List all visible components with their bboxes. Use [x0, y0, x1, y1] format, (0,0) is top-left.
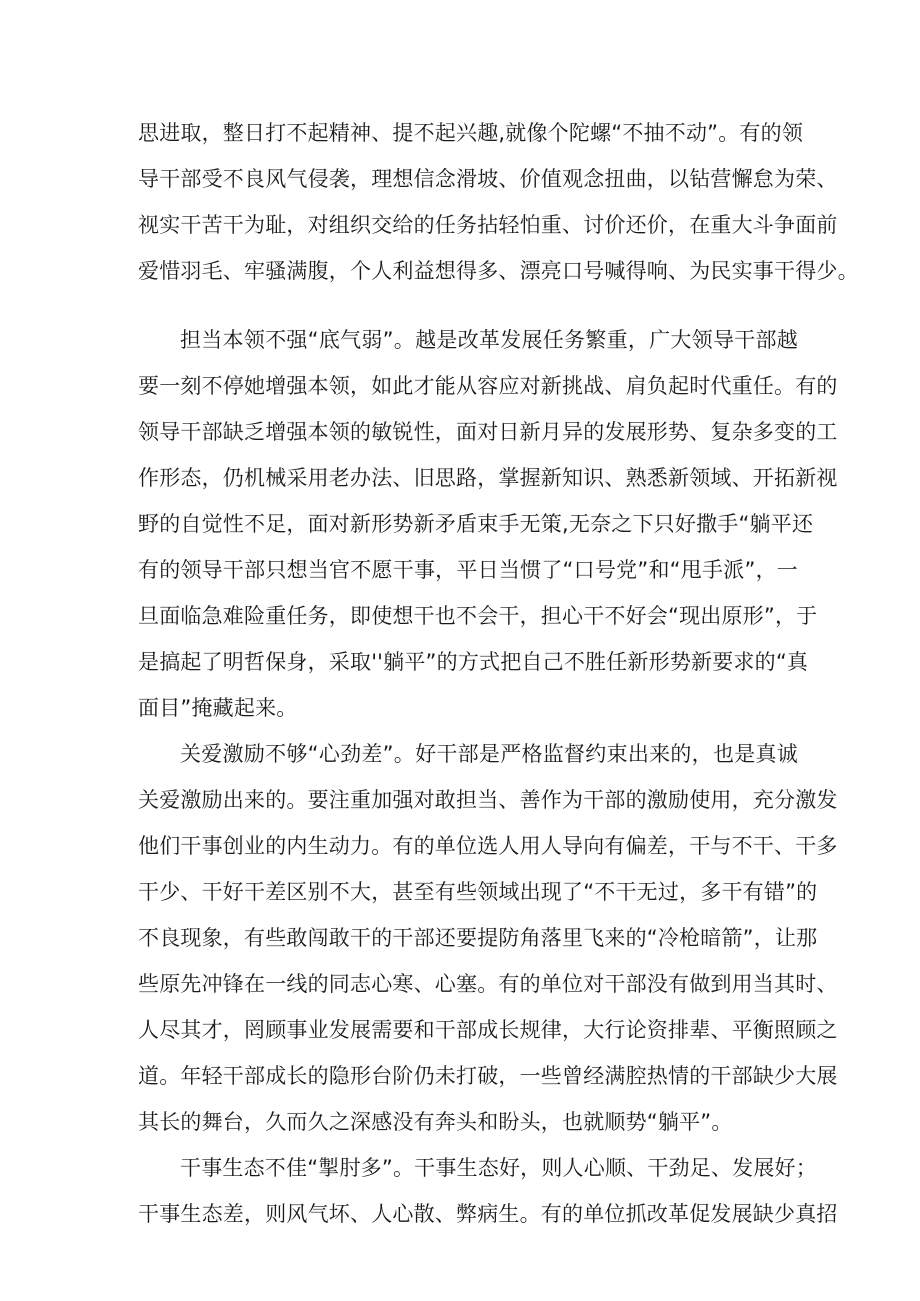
text-line: 爱惜羽毛、牢骚满腹，个人利益想得多、漂亮口号喊得响、为民实事干得少。 — [138, 259, 859, 283]
text-line: 他们干事创业的内生动力。有的单位选人用人导向有偏差，干与不干、干多 — [138, 834, 838, 858]
text-line: 面目”掩藏起来。 — [138, 696, 298, 720]
paragraph-heading-line: 关爱激励不够“心劲差”。好干部是严格监督约束出来的，也是真诚 — [180, 742, 798, 766]
text-line: 是搞起了明哲保身，采取''躺平”的方式把自己不胜任新形势新要求的“真 — [138, 650, 809, 674]
paragraph-heading-line: 担当本领不强“底气弱”。越是改革发展任务繁重，广大领导干部越 — [180, 328, 798, 352]
text-line: 野的自觉性不足，面对新形势新矛盾束手无策,无奈之下只好撒手“躺平还 — [138, 512, 814, 536]
text-line: 视实干苦干为耻，对组织交给的任务拈轻怕重、讨价还价，在重大斗争面前 — [138, 213, 838, 237]
paragraph-heading-line: 干事生态不佳“掣肘多”。干事生态好，则人心顺、干劲足、发展好； — [180, 1156, 817, 1180]
text-line: 关爱激励出来的。要注重加强对敢担当、善作为干部的激励使用，充分激发 — [138, 788, 838, 812]
text-line: 思进取，整日打不起精神、提不起兴趣,就像个陀螺“不抽不动”。有的领 — [138, 121, 804, 145]
text-line: 有的领导干部只想当官不愿干事，平日当惯了“口号党”和“甩手派”，一 — [138, 558, 798, 582]
text-line: 道。年轻干部成长的隐形台阶仍未打破，一些曾经满腔热情的干部缺少大展 — [138, 1064, 838, 1088]
text-line: 旦面临急难险重任务，即使想干也不会干，担心干不好会“现出原形”，于 — [138, 604, 818, 628]
text-line: 作形态，仍机械采用老办法、旧思路，掌握新知识、熟悉新领域、开拓新视 — [138, 466, 838, 490]
text-line: 其长的舞台，久而久之深感没有奔头和盼头，也就顺势“躺平”。 — [138, 1110, 733, 1134]
text-line: 领导干部缺乏增强本领的敏锐性，面对日新月异的发展形势、复杂多变的工 — [138, 420, 838, 444]
text-line: 人尽其才，罔顾事业发展需要和干部成长规律，大行论资排辈、平衡照顾之 — [138, 1018, 838, 1042]
text-line: 导干部受不良风气侵袭，理想信念滑坡、价值观念扭曲，以钻营懈怠为荣、 — [138, 167, 838, 191]
text-line: 干少、干好干差区别不大，甚至有些领域出现了“不干无过，多干有错”的 — [138, 880, 818, 904]
text-line: 些原先冲锋在一线的同志心寒、心塞。有的单位对干部没有做到用当其时、 — [138, 972, 838, 996]
text-line: 干事生态差，则风气坏、人心散、弊病生。有的单位抓改革促发展缺少真招 — [138, 1202, 838, 1226]
text-line: 不良现象，有些敢闯敢干的干部还要提防角落里飞来的“冷枪暗箭”，让那 — [138, 926, 818, 950]
text-line: 要一刻不停她增强本领，如此才能从容应对新挑战、肩负起时代重任。有的 — [138, 374, 838, 398]
